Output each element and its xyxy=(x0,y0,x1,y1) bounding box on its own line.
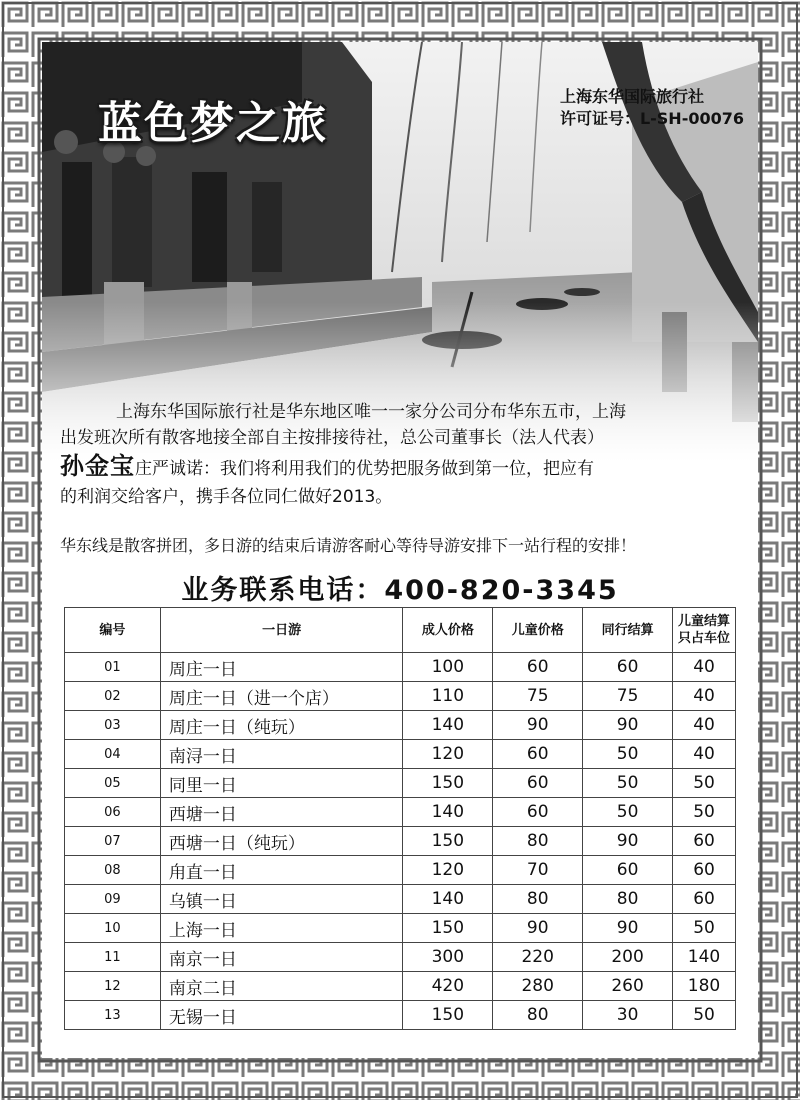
cell-name: 西塘一日 xyxy=(160,798,403,827)
header-peer: 同行结算 xyxy=(583,608,673,653)
cell-num: 03 xyxy=(65,711,161,740)
cell-adult: 140 xyxy=(403,885,493,914)
agency-info xyxy=(560,86,744,130)
cell-child: 80 xyxy=(493,827,583,856)
cell-num: 01 xyxy=(65,653,161,682)
cell-seat: 60 xyxy=(673,827,736,856)
table-row xyxy=(65,972,736,1001)
ceo-line xyxy=(60,451,750,484)
intro-line-3: 庄严诚诺：我们将利用我们的优势把服务做到第一位，把应有 xyxy=(135,459,594,479)
group-tour-notice: 华东线是散客拼团，多日游的结束后请游客耐心等待导游安排下一站行程的安排！ xyxy=(60,536,637,555)
cell-num: 12 xyxy=(65,972,161,1001)
cell-num: 02 xyxy=(65,682,161,711)
cell-adult: 150 xyxy=(403,827,493,856)
agency-name: 上海东华国际旅行社 xyxy=(559,87,704,106)
cell-num: 11 xyxy=(65,943,161,972)
brand-title: 蓝色梦之旅 xyxy=(98,98,328,149)
table-header-row xyxy=(65,608,736,653)
table-row xyxy=(65,653,736,682)
cell-adult: 420 xyxy=(403,972,493,1001)
cell-adult: 300 xyxy=(403,943,493,972)
cell-seat: 140 xyxy=(673,943,736,972)
table-row xyxy=(65,711,736,740)
tour-price-table xyxy=(64,607,736,1030)
cell-peer: 90 xyxy=(583,827,673,856)
table-row xyxy=(65,769,736,798)
cell-name: 无锡一日 xyxy=(160,1001,403,1030)
cell-num: 10 xyxy=(65,914,161,943)
table-row xyxy=(65,740,736,769)
cell-adult: 100 xyxy=(403,653,493,682)
cell-seat: 60 xyxy=(673,856,736,885)
cell-adult: 140 xyxy=(403,798,493,827)
cell-seat: 50 xyxy=(673,769,736,798)
cell-peer: 50 xyxy=(583,798,673,827)
cell-child: 90 xyxy=(493,711,583,740)
cell-num: 06 xyxy=(65,798,161,827)
cell-seat: 50 xyxy=(673,798,736,827)
cell-seat: 40 xyxy=(673,711,736,740)
cell-child: 60 xyxy=(493,740,583,769)
cell-seat: 180 xyxy=(673,972,736,1001)
cell-peer: 50 xyxy=(583,740,673,769)
cell-name: 西塘一日（纯玩） xyxy=(160,827,403,856)
cell-adult: 150 xyxy=(403,914,493,943)
cell-peer: 50 xyxy=(583,769,673,798)
contact-phone: 业务联系电话：400-820-3345 xyxy=(181,575,619,606)
table-row xyxy=(65,943,736,972)
table-row xyxy=(65,914,736,943)
cell-name: 周庄一日（进一个店） xyxy=(160,682,403,711)
cell-peer: 30 xyxy=(583,1001,673,1030)
cell-adult: 150 xyxy=(403,769,493,798)
cell-name: 南京一日 xyxy=(160,943,403,972)
cell-peer: 90 xyxy=(583,711,673,740)
header-name: 一日游 xyxy=(160,608,403,653)
cell-child: 80 xyxy=(493,885,583,914)
cell-num: 09 xyxy=(65,885,161,914)
cell-name: 同里一日 xyxy=(160,769,403,798)
intro-line-1: 上海东华国际旅行社是华东地区唯一一家分公司分布华东五市，上海 xyxy=(116,402,626,422)
header-child: 儿童价格 xyxy=(493,608,583,653)
table-row xyxy=(65,827,736,856)
tour-rows xyxy=(65,653,736,1030)
cell-peer: 200 xyxy=(583,943,673,972)
intro-paragraph xyxy=(60,399,750,510)
cell-adult: 120 xyxy=(403,856,493,885)
intro-line-4: 的利润交给客户，携手各位同仁做好2013。 xyxy=(60,487,393,507)
cell-name: 周庄一日 xyxy=(160,653,403,682)
cell-child: 60 xyxy=(493,653,583,682)
cell-peer: 90 xyxy=(583,914,673,943)
table-row xyxy=(65,1001,736,1030)
cell-num: 05 xyxy=(65,769,161,798)
cell-name: 乌镇一日 xyxy=(160,885,403,914)
cell-child: 70 xyxy=(493,856,583,885)
cell-child: 75 xyxy=(493,682,583,711)
header-child-seat xyxy=(673,608,736,653)
cell-peer: 60 xyxy=(583,653,673,682)
cell-child: 220 xyxy=(493,943,583,972)
cell-child: 80 xyxy=(493,1001,583,1030)
header-adult: 成人价格 xyxy=(403,608,493,653)
cell-num: 13 xyxy=(65,1001,161,1030)
cell-name: 上海一日 xyxy=(160,914,403,943)
cell-child: 60 xyxy=(493,769,583,798)
cell-seat: 60 xyxy=(673,885,736,914)
cell-num: 04 xyxy=(65,740,161,769)
cell-peer: 260 xyxy=(583,972,673,1001)
cell-name: 南浔一日 xyxy=(160,740,403,769)
cell-num: 07 xyxy=(65,827,161,856)
cell-peer: 60 xyxy=(583,856,673,885)
cell-name: 甪直一日 xyxy=(160,856,403,885)
license-number: 许可证号：L-SH-00076 xyxy=(559,109,744,128)
cell-seat: 40 xyxy=(673,653,736,682)
header-child-seat-line-1: 儿童结算 xyxy=(678,614,731,629)
intro-line-2: 出发班次所有散客地接全部自主按排接待社，总公司董事长（法人代表） xyxy=(60,428,604,448)
cell-adult: 140 xyxy=(403,711,493,740)
poster-content xyxy=(42,42,758,1058)
cell-seat: 40 xyxy=(673,740,736,769)
ceo-name: 孙金宝 xyxy=(60,452,135,480)
header-child-seat-line-2: 只占车位 xyxy=(678,631,731,646)
table-row xyxy=(65,798,736,827)
cell-seat: 40 xyxy=(673,682,736,711)
cell-peer: 75 xyxy=(583,682,673,711)
cell-child: 60 xyxy=(493,798,583,827)
cell-adult: 150 xyxy=(403,1001,493,1030)
table-row xyxy=(65,856,736,885)
header-num: 编号 xyxy=(65,608,161,653)
cell-seat: 50 xyxy=(673,1001,736,1030)
cell-adult: 120 xyxy=(403,740,493,769)
cell-child: 280 xyxy=(493,972,583,1001)
cell-name: 周庄一日（纯玩） xyxy=(160,711,403,740)
cell-seat: 50 xyxy=(673,914,736,943)
cell-peer: 80 xyxy=(583,885,673,914)
table-row xyxy=(65,682,736,711)
cell-num: 08 xyxy=(65,856,161,885)
table-row xyxy=(65,885,736,914)
cell-child: 90 xyxy=(493,914,583,943)
cell-name: 南京二日 xyxy=(160,972,403,1001)
cell-adult: 110 xyxy=(403,682,493,711)
